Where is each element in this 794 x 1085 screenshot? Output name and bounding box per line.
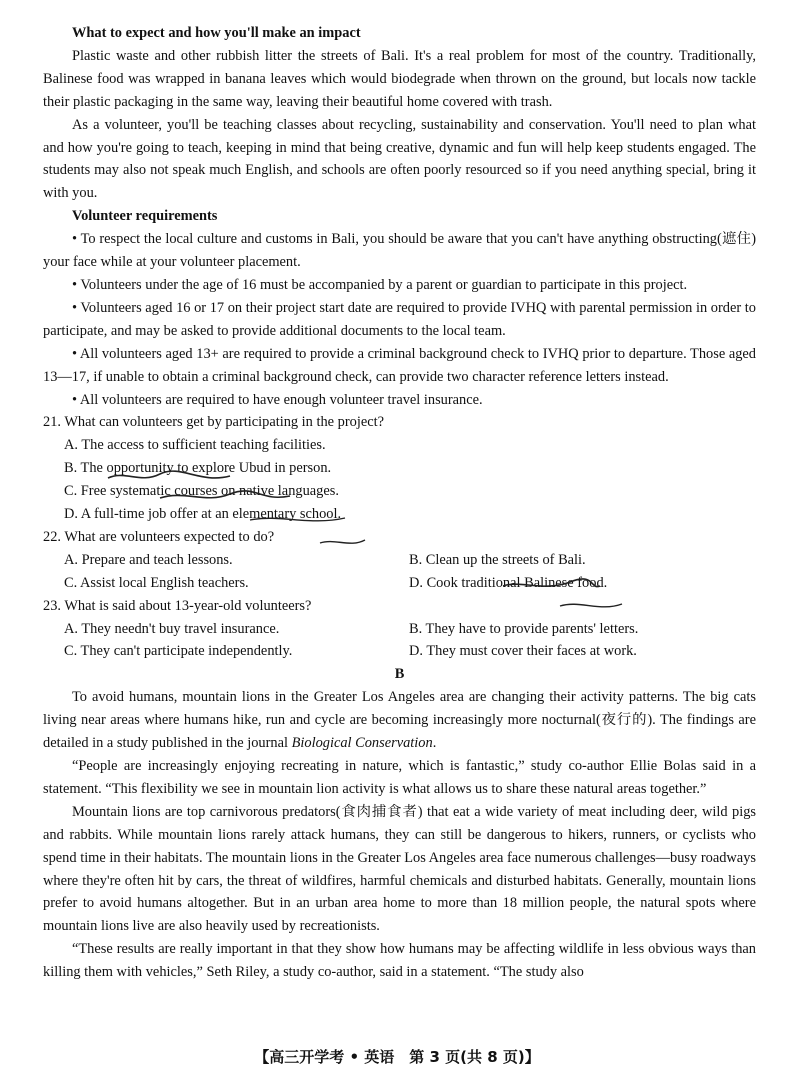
question-23-option-d: D. They must cover their faces at work. [409, 643, 637, 660]
question-23-stem: 23. What is said about 13-year-old volunteers? [43, 597, 312, 614]
requirement-bullet: • Volunteers under the age of 16 must be accompanied by a parent or guardian to participate in this project. [72, 276, 688, 293]
question-22-option-d: D. Cook traditional Balinese food. [409, 574, 608, 591]
question-22-option-a: A. Prepare and teach lessons. [64, 551, 233, 568]
question-23-option-b: B. They have to provide parents' letters. [409, 620, 639, 637]
question-21-stem: 21. What can volunteers get by participating in the project? [43, 414, 384, 431]
question-23-option-a: A. They needn't buy travel insurance. [64, 620, 280, 637]
question-21-option-a: A. The access to sufficient teaching facilities. [64, 437, 326, 454]
question-22-options-row-1 [43, 549, 756, 572]
paragraph-text: To avoid humans, mountain lions in the Greater Los Angeles area are changing their activity patterns. The big cats living near areas where humans hike, run and cycle are becoming increasingly more nocturnal(夜行的). The findings are detailed in a study published in the journal [43, 689, 756, 752]
paragraph [43, 686, 756, 755]
question-22-option-b: B. Clean up the streets of Bali. [409, 551, 586, 568]
question-22-options-row-2 [43, 572, 756, 595]
requirement-bullet: • All volunteers are required to have enough volunteer travel insurance. [72, 391, 483, 408]
page-footer: 【高三开学考 • 英语 第 3 页(共 8 页)】 [254, 1048, 540, 1066]
paragraph: As a volunteer, you'll be teaching classes about recycling, sustainability and conservation. You'll need to plan what and how you're going to teach, keeping in mind that being creative, dynamic and fun will help keep students engaged. The students may also not speak much English, and schools are often poorly resourced so if you need anything special, bring it with you. [43, 116, 756, 202]
journal-title: Biological Conservation [291, 735, 433, 752]
paragraph: “People are increasingly enjoying recreating in nature, which is fantastic,” study co-author Ellie Bolas said in a statement. “This flexibility we see in mountain lion activity is what allows us to share these natural areas together.” [43, 758, 756, 797]
section-b-label: B [394, 666, 405, 683]
paragraph-text: . [432, 735, 437, 752]
question-22-stem: 22. What are volunteers expected to do? [43, 528, 275, 545]
question-23-option-c: C. They can't participate independently. [64, 643, 293, 660]
question-21-option-d: D. A full-time job offer at an elementary school. [64, 506, 342, 523]
paragraph: Plastic waste and other rubbish litter the streets of Bali. It's a real problem for most of the country. Traditionally, Balinese food was wrapped in banana leaves which would biodegrade when thrown on the ground, but locals now tackle their plastic packaging in the same way, leaving their beautiful home covered with trash. [43, 47, 756, 110]
requirement-bullet: • To respect the local culture and customs in Bali, you should be aware that you can't have anything obstructing(遮住) your face while at your volunteer placement. [43, 231, 756, 271]
question-23-options-row-1 [43, 618, 756, 641]
section-heading-impact: What to expect and how you'll make an impact [72, 25, 361, 41]
requirement-bullet: • Volunteers aged 16 or 17 on their project start date are required to provide IVHQ with parental permission in order to participate, and may be asked to provide additional documents to the local team. [43, 299, 756, 339]
paragraph: “These results are really important in that they show how humans may be affecting wildlife in less obvious ways than killing them with vehicles,” Seth Riley, a study co-author, said in a statement. “The study also [43, 941, 756, 981]
section-heading-requirements: Volunteer requirements [72, 208, 218, 225]
question-22-option-c: C. Assist local English teachers. [64, 574, 249, 591]
question-23-options-row-2 [43, 640, 756, 663]
paragraph: Mountain lions are top carnivorous predators(食肉捕食者) that eat a wide variety of meat including deer, wild pigs and rabbits. While mountain lions rarely attack humans, they can still be dangerous to hikers, runners, or cyclists who spend time in their habitats. The mountain lions in the Greater Los Angeles area face numerous challenges—busy roadways where they're often hit by cars, the threat of wildfires, harmful chemicals and disturbed habitats. Generally, mountain lions prefer to avoid humans altogether. But in an urban area home to more than 18 million people, the natural spots where mountain lions live are also heavily used by recreationists. [43, 803, 756, 935]
question-21-option-b: B. The opportunity to explore Ubud in person. [64, 460, 332, 477]
exam-page [43, 22, 756, 984]
question-21-option-c: C. Free systematic courses on native languages. [64, 483, 339, 500]
requirement-bullet: • All volunteers aged 13+ are required to provide a criminal background check to IVHQ prior to departure. Those aged 13—17, if unable to obtain a criminal background check, can provide two character reference letters instead. [43, 345, 756, 385]
